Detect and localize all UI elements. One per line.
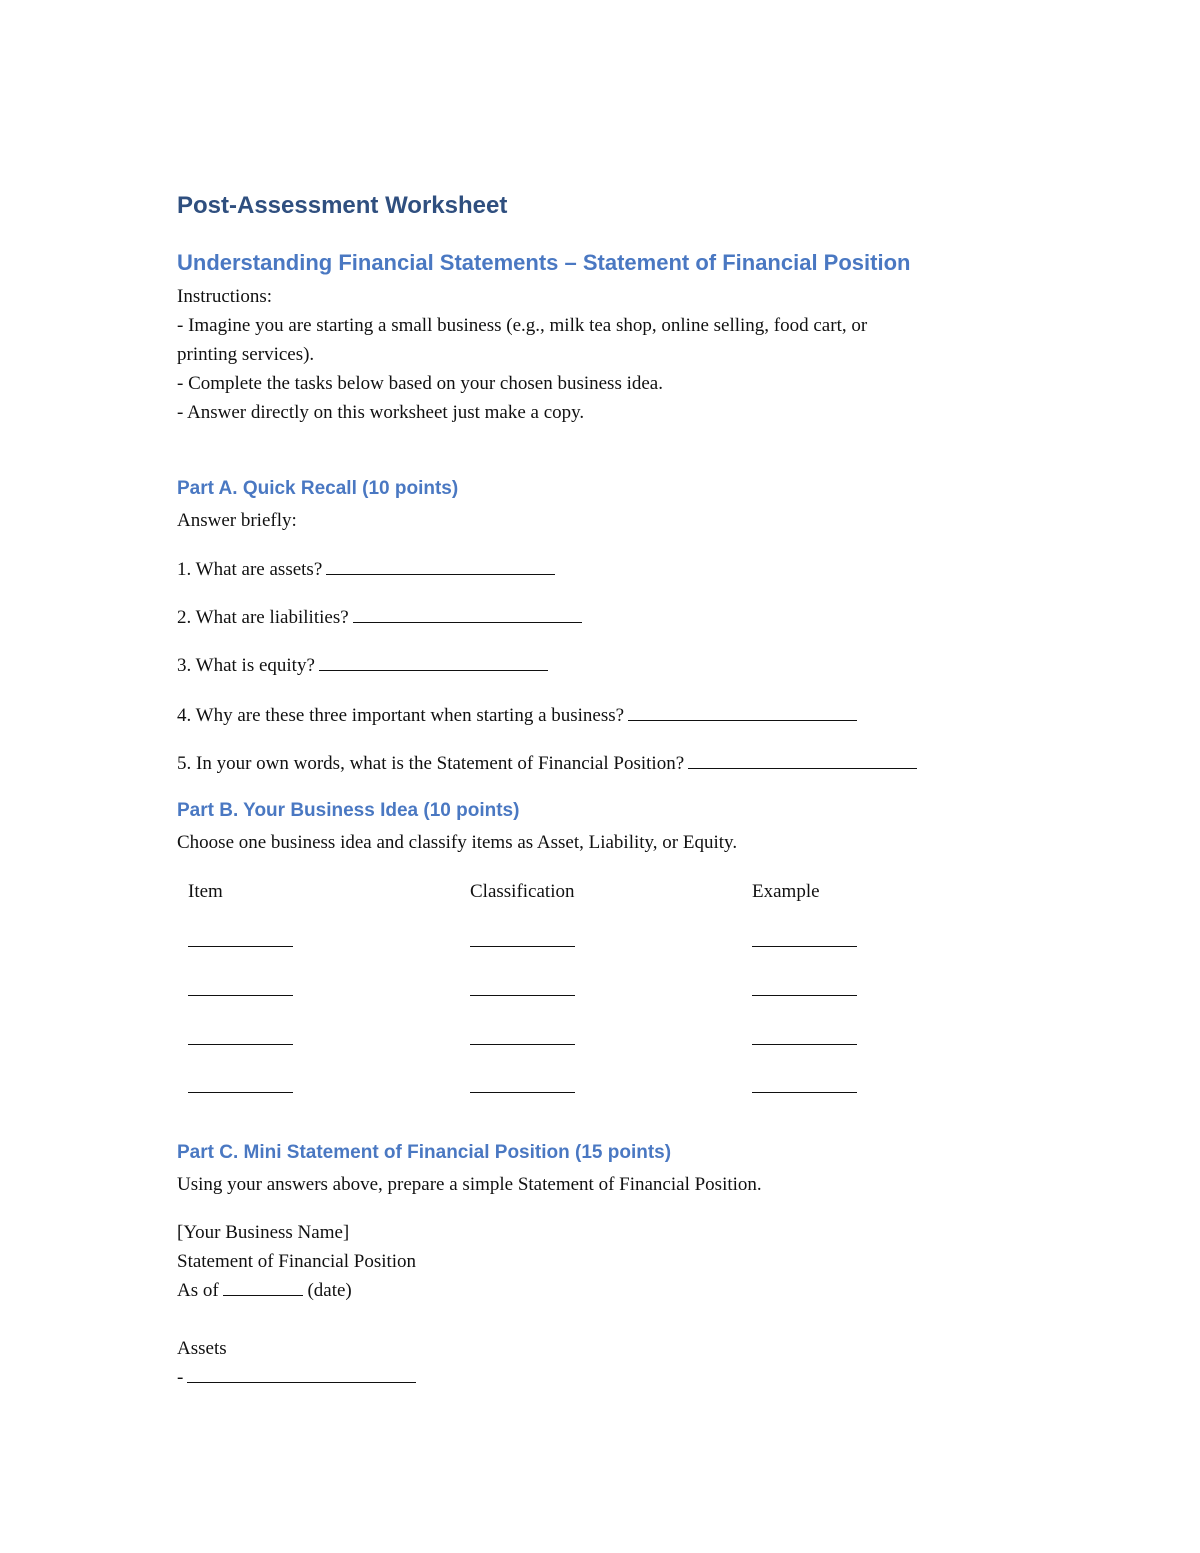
part-c-intro: Using your answers above, prepare a simple Statement of Financial Position.	[177, 1174, 762, 1195]
asset-bullet: -	[177, 1367, 184, 1388]
assets-label: Assets	[177, 1338, 227, 1359]
question-text: 5. In your own words, what is the Statement of Financial Position?	[177, 753, 685, 774]
asset-line	[177, 1363, 416, 1392]
question-text: 1. What are assets?	[177, 559, 323, 580]
classification-blank[interactable]	[470, 1092, 575, 1093]
answer-blank[interactable]	[326, 556, 555, 575]
column-header-classification: Classification	[470, 881, 575, 902]
instruction-line: - Answer directly on this worksheet just make a copy.	[177, 402, 585, 423]
question-5	[177, 749, 917, 778]
item-blank[interactable]	[188, 1044, 293, 1045]
example-blank[interactable]	[752, 946, 857, 947]
as-of-prefix: As of	[177, 1280, 219, 1301]
answer-blank[interactable]	[353, 604, 582, 623]
question-3	[177, 651, 548, 680]
part-c-heading: Part C. Mini Statement of Financial Position (15 points)	[177, 1142, 672, 1163]
page-subtitle: Understanding Financial Statements – Statement of Financial Position	[177, 250, 911, 275]
example-blank[interactable]	[752, 995, 857, 996]
question-text: 4. Why are these three important when starting a business?	[177, 705, 625, 726]
example-blank[interactable]	[752, 1044, 857, 1045]
example-blank[interactable]	[752, 1092, 857, 1093]
question-1	[177, 555, 555, 584]
answer-blank[interactable]	[688, 750, 917, 769]
part-b-intro: Choose one business idea and classify items as Asset, Liability, or Equity.	[177, 832, 738, 853]
date-blank[interactable]	[223, 1277, 303, 1296]
as-of-line	[177, 1276, 352, 1305]
column-header-item: Item	[188, 881, 223, 902]
item-blank[interactable]	[188, 946, 293, 947]
item-blank[interactable]	[188, 995, 293, 996]
answer-blank[interactable]	[319, 652, 548, 671]
question-text: 2. What are liabilities?	[177, 607, 349, 628]
column-header-example: Example	[752, 881, 820, 902]
classification-blank[interactable]	[470, 1044, 575, 1045]
instruction-line: - Imagine you are starting a small business (e.g., milk tea shop, online selling, food cart, or	[177, 315, 868, 336]
business-name-placeholder: [Your Business Name]	[177, 1222, 350, 1243]
as-of-suffix: (date)	[307, 1280, 352, 1301]
instruction-line: - Complete the tasks below based on your chosen business idea.	[177, 373, 663, 394]
part-b-heading: Part B. Your Business Idea (10 points)	[177, 800, 520, 821]
part-a-heading: Part A. Quick Recall (10 points)	[177, 478, 459, 499]
page-title: Post-Assessment Worksheet	[177, 192, 508, 219]
part-a-intro: Answer briefly:	[177, 510, 297, 531]
answer-blank[interactable]	[628, 702, 857, 721]
instructions-label: Instructions:	[177, 286, 272, 307]
question-2	[177, 603, 582, 632]
classification-blank[interactable]	[470, 946, 575, 947]
asset-blank[interactable]	[187, 1364, 416, 1383]
item-blank[interactable]	[188, 1092, 293, 1093]
instruction-line: printing services).	[177, 344, 315, 365]
classification-blank[interactable]	[470, 995, 575, 996]
question-4	[177, 701, 857, 730]
statement-title: Statement of Financial Position	[177, 1251, 417, 1272]
question-text: 3. What is equity?	[177, 655, 315, 676]
